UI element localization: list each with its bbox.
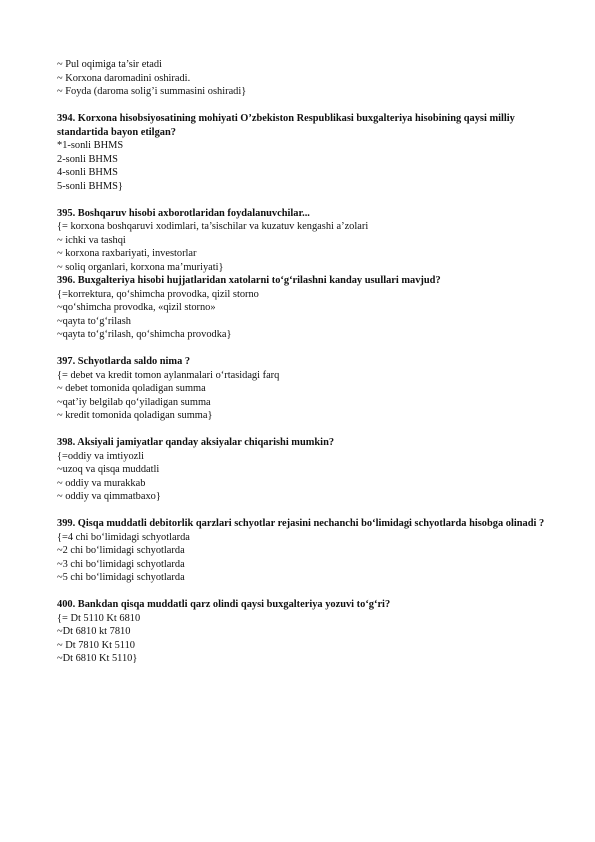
- answer-line: ~uzoq va qisqa muddatli: [57, 464, 160, 475]
- answer-line: *1-sonli BHMS: [57, 140, 124, 151]
- answer-line: ~ Pul oqimiga ta’sir etadi: [57, 59, 162, 70]
- answer-line: ~qayta to‘g‘rilash: [57, 315, 132, 327]
- question-block: [57, 274, 562, 342]
- answer-line: {= debet va kredit tomon aylanmalari o‘rtasidagi farq: [57, 369, 280, 381]
- answer-line: ~ soliq organlari, korxona ma’muriyati}: [57, 261, 224, 273]
- answer-line: ~qayta to‘g‘rilash, qo‘shimcha provodka}: [57, 329, 232, 340]
- answer-line: ~ korxona raxbariyati, investorlar: [57, 248, 197, 259]
- question-text: 396. Buxgalteriya hisobi hujjatlaridan xatolarni to‘g‘rilashni kanday usullari mavjud?: [57, 275, 441, 286]
- answer-line: {= Dt 5110 Kt 6810: [57, 612, 141, 624]
- answer-line: 4-sonli BHMS: [57, 167, 118, 178]
- document-page: [57, 58, 562, 666]
- intro-answers: [57, 58, 562, 99]
- question-text: 394. Korxona hisobsiyosatining mohiyati O’zbekiston Respublikasi buxgalteriya hisobining qaysi milliy standartida bayon etilgan?: [57, 113, 515, 138]
- spacer: [57, 99, 562, 113]
- answer-line: {=oddiy va imtiyozli: [57, 450, 145, 462]
- answer-line: ~ debet tomonida qoladigan summa: [57, 383, 206, 394]
- answer-line: 2-sonli BHMS: [57, 153, 118, 165]
- answer-line: ~ ichki va tashqi: [57, 234, 126, 246]
- answer-line: ~5 chi bo‘limidagi schyotlarda: [57, 572, 185, 583]
- question-text: 398. Aksiyali jamiyatlar qanday aksiyalar chiqarishi mumkin?: [57, 437, 335, 448]
- answer-line: 5-sonli BHMS}: [57, 180, 123, 192]
- question-text: 397. Schyotlarda saldo nima ?: [57, 356, 191, 367]
- answer-line: ~ oddiy va qimmatbaxo}: [57, 491, 161, 502]
- question-text: 395. Boshqaruv hisobi axborotlaridan foydalanuvchilar...: [57, 207, 310, 219]
- answer-line: ~qat’iy belgilab qo‘yiladigan summa: [57, 396, 211, 408]
- question-block: [57, 355, 562, 423]
- answer-line: ~ Dt 7810 Kt 5110: [57, 639, 135, 651]
- answer-line: ~ kredit tomonida qoladigan summa}: [57, 410, 213, 421]
- answer-line: ~qo‘shimcha provodka, «qizil storno»: [57, 302, 216, 313]
- question-block: [57, 598, 562, 666]
- answer-line: ~ Korxona daromadini oshiradi.: [57, 72, 191, 84]
- spacer: [57, 342, 562, 356]
- spacer: [57, 193, 562, 207]
- question-block: [57, 436, 562, 504]
- answer-line: ~Dt 6810 kt 7810: [57, 626, 131, 637]
- spacer: [57, 585, 562, 599]
- answer-line: {=korrektura, qo‘shimcha provodka, qizil storno: [57, 288, 259, 300]
- question-block: [57, 207, 562, 275]
- question-text: 400. Bankdan qisqa muddatli qarz olindi qaysi buxgalteriya yozuvi to‘g‘ri?: [57, 599, 391, 610]
- answer-line: ~ Foyda (daroma solig’i summasini oshiradi}: [57, 86, 247, 97]
- answer-line: ~ oddiy va murakkab: [57, 477, 146, 489]
- answer-line: {= korxona boshqaruvi xodimlari, ta’sischilar va kuzatuv kengashi a’zolari: [57, 221, 369, 232]
- spacer: [57, 423, 562, 437]
- answer-line: ~2 chi bo‘limidagi schyotlarda: [57, 545, 185, 556]
- answer-line: ~Dt 6810 Kt 5110}: [57, 653, 138, 664]
- question-block: [57, 112, 562, 193]
- question-block: [57, 517, 562, 585]
- spacer: [57, 504, 562, 518]
- question-text: 399. Qisqa muddatli debitorlik qarzlari schyotlar rejasini nechanchi bo‘limidagi schyotlarda hisobga olinadi ?: [57, 518, 545, 529]
- answer-line: ~3 chi bo‘limidagi schyotlarda: [57, 558, 185, 570]
- answer-line: {=4 chi bo‘limidagi schyotlarda: [57, 531, 190, 543]
